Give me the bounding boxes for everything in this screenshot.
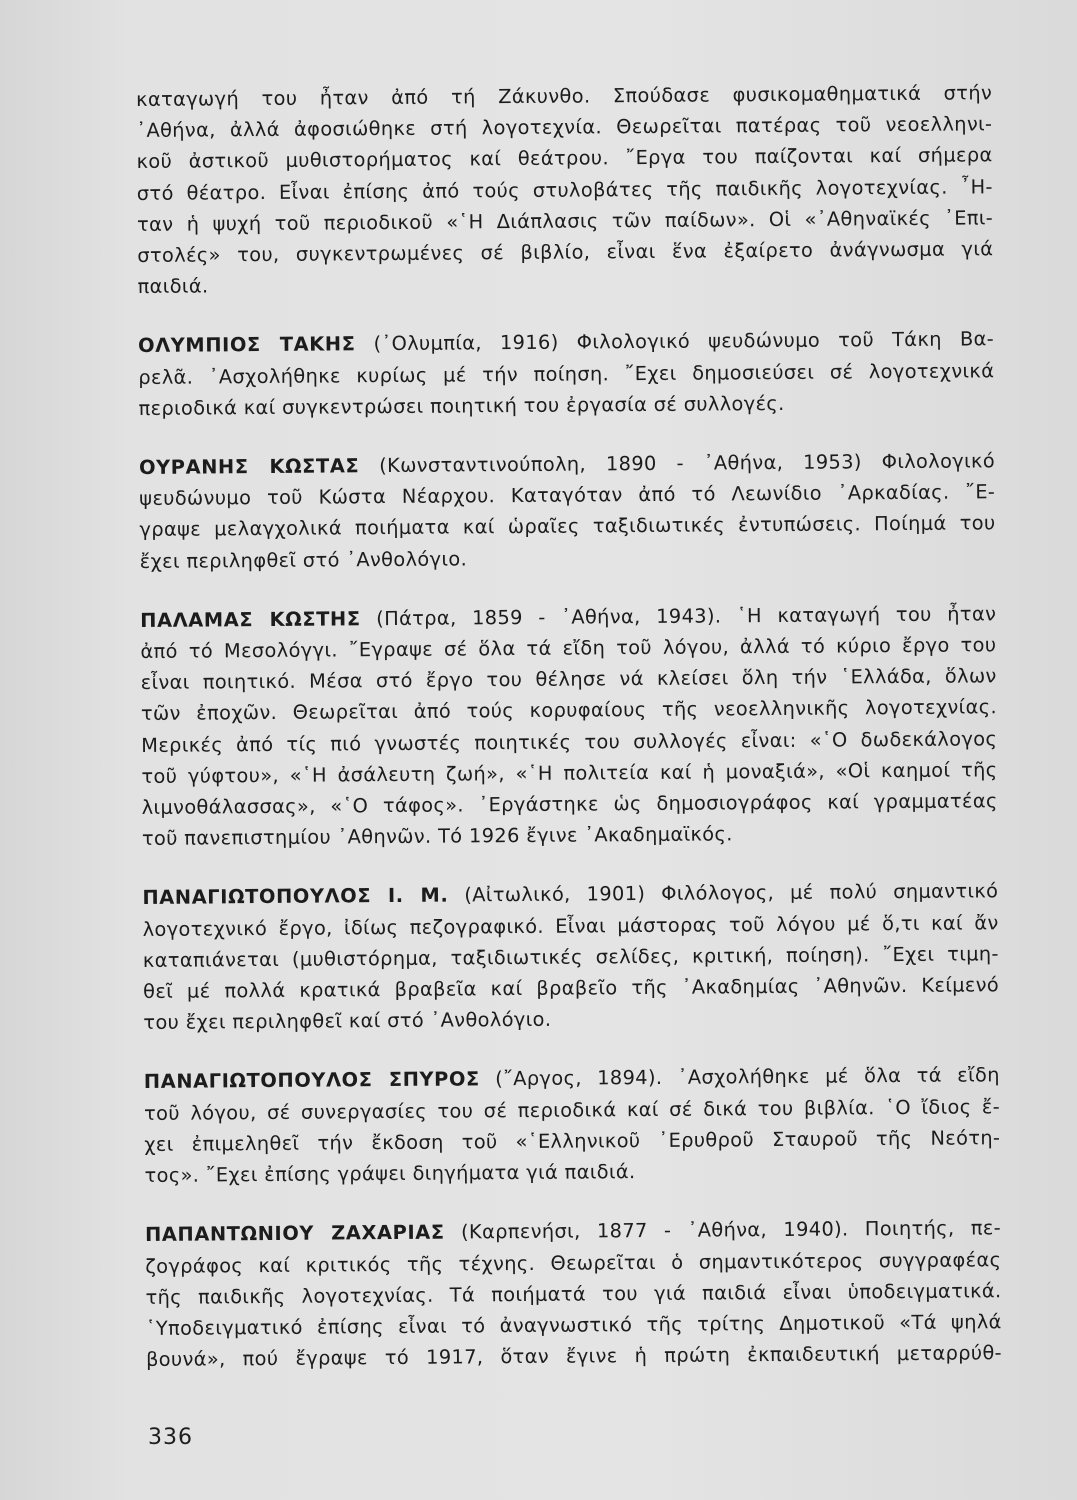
- text-line: ῾Υποδειγματικό ἐπίσης εἶναι τό ἀναγνωστικό τῆς τρίτης Δημοτικοῦ «Τά ψηλά: [145, 1310, 1002, 1340]
- text-line: ταν ἡ ψυχή τοῦ περιοδικοῦ «῾Η Διάπλασις τῶν παίδων». Οἱ «᾿Αθηναϊκές ᾿Επι-: [137, 206, 994, 236]
- entry-heading: ΟΛΥΜΠΙΟΣ ΤΑΚΗΣ: [137, 332, 356, 358]
- entry-continuation: [136, 77, 994, 302]
- entry-ouranis-kostas: [139, 445, 996, 577]
- text-line: ζογράφος καί κριτικός τῆς τέχνης. Θεωρεῖται ὁ σημαντικότερος συγγραφέας: [145, 1247, 1002, 1278]
- text-line: τος». ῎Εχει ἐπίσης γράψει διηγήματα γιά παιδιά.: [144, 1160, 636, 1188]
- text-line: λογοτεχνικό ἔργο, ἰδίως πεζογραφικό. Εἶναι μάστορας τοῦ λόγου μέ ὅ,τι καί ἄν: [142, 910, 999, 941]
- text-line: στολές» του, συγκεντρωμένες σέ βιβλίο, εἶναι ἕνα ἐξαίρετο ἀνάγνωσμα γιά: [137, 237, 994, 268]
- text-line: εἶναι ποιητικό. Μέσα στό ἔργο του θέλησε νά κλείσει ὅλη τήν ῾Ελλάδα, ὅλων: [140, 664, 997, 695]
- entry-papantoniou-zacharias: [145, 1213, 1002, 1376]
- text-line: Μερικές ἀπό τίς πιό γνωστές ποιητικές του συλλογές εἶναι: «῾Ο δωδεκάλογος: [141, 726, 998, 757]
- text-line: τῶν ἐποχῶν. Θεωρεῖται ἀπό τούς κορυφαίους τῆς νεοελληνικῆς λογοτεχνίας.: [140, 695, 998, 726]
- text-column: [136, 77, 1002, 1403]
- entry-heading: ΠΑΝΑΓΙΩΤΟΠΟΥΛΟΣ ΣΠΥΡΟΣ: [143, 1067, 480, 1094]
- text-line: (Πάτρα, 1859 - ᾿Αθήνα, 1943). ῾Η καταγωγή του ἦταν: [376, 602, 997, 630]
- text-line: χει ἐπιμεληθεῖ τήν ἔκδοση τοῦ «῾Ελληνικοῦ ᾿Ερυθροῦ Σταυροῦ τῆς Νεότη-: [144, 1126, 1001, 1156]
- text-line: ᾿Αθήνα, ἀλλά ἀφοσιώθηκε στή λογοτεχνία. Θεωρεῖται πατέρας τοῦ νεοελληνι-: [136, 112, 993, 143]
- text-line: στό θέατρο. Εἶναι ἐπίσης ἀπό τούς στυλοβάτες τῆς παιδικῆς λογοτεχνίας. ῏Η-: [136, 174, 993, 205]
- entry-olympios-takis: [138, 324, 995, 424]
- text-line: του ἔχει περιληφθεῖ καί στό ᾿Ανθολόγιο.: [143, 1008, 552, 1035]
- text-line: τοῦ πανεπιστημίου ᾿Αθηνῶν. Τό 1926 ἔγινε ᾿Ακαδημαϊκός.: [141, 822, 733, 851]
- text-line: (Κωνσταντινούπολη, 1890 - ᾿Αθήνα, 1953) Φιλολογικό: [379, 449, 996, 478]
- text-line: (῎Αργος, 1894). ᾿Ασχολήθηκε μέ ὅλα τά εἴδη: [495, 1063, 1000, 1091]
- text-line: τοῦ λόγου, σέ συνεργασίες του σέ περιοδικά καί σέ δικά του βιβλία. ῾Ο ἴδιος ἔ-: [143, 1094, 1001, 1125]
- entry-heading: ΟΥΡΑΝΗΣ ΚΩΣΤΑΣ: [138, 454, 360, 480]
- text-line: (Αἰτωλικό, 1901) Φιλόλογος, μέ πολύ σημαντικό: [464, 879, 999, 907]
- text-line: περιοδικά καί συγκεντρώσει ποιητική του ἐργασία σέ συλλογές.: [138, 391, 785, 420]
- text-line: (᾿Ολυμπία, 1916) Φιλολογικό ψευδώνυμο τοῦ Τάκη Βα-: [373, 327, 995, 356]
- text-line: ἀπό τό Μεσολόγγι. ῎Εγραψε σέ ὅλα τά εἴδη τοῦ λόγου, ἀλλά τό κύριο ἔργο του: [140, 633, 997, 664]
- text-line: ρελᾶ. ᾿Ασχολήθηκε κυρίως μέ τήν ποίηση. ῎Εχει δημοσιεύσει σέ λογοτεχνικά: [138, 358, 995, 389]
- text-line: ψευδώνυμο τοῦ Κώστα Νέαρχου. Καταγόταν ἀπό τό Λεωνίδιο ᾿Αρκαδίας. ῎Ε-: [139, 480, 996, 511]
- text-line: καταπιάνεται (μυθιστόρημα, ταξιδιωτικές σελίδες, κριτική, ποίηση). ῎Εχει τιμη-: [142, 942, 999, 972]
- page-number: 336: [148, 1425, 193, 1450]
- text-line: τοῦ γύφτου», «῾Η ἀσάλευτη ζωή», «῾Η πολιτεία καί ἡ μοναξιά», «Οἱ καημοί τῆς: [141, 758, 998, 788]
- text-line: γραψε μελαγχολικά ποιήματα καί ὡραῖες ταξιδιωτικές ἐντυπώσεις. Ποίημά του: [139, 511, 996, 542]
- entry-panagiotopoulos-spyros: [144, 1060, 1001, 1192]
- entry-heading: ΠΑΠΑΝΤΩΝΙΟΥ ΖΑΧΑΡΙΑΣ: [144, 1220, 445, 1247]
- text-line: ἔχει περιληφθεῖ στό ᾿Ανθολόγιο.: [139, 547, 468, 573]
- text-line: παιδιά.: [137, 274, 209, 299]
- entry-heading: ΠΑΛΑΜΑΣ ΚΩΣΤΗΣ: [140, 607, 361, 632]
- text-line: (Καρπενήσι, 1877 - ᾿Αθήνα, 1940). Ποιητής, πε-: [460, 1216, 1002, 1244]
- entry-panagiotopoulos-im: [142, 876, 999, 1039]
- text-line: καταγωγή του ἦταν ἀπό τή Ζάκυνθο. Σπούδασε φυσικομαθηματικά στήν: [136, 81, 993, 111]
- text-line: θεῖ μέ πολλά κρατικά βραβεῖα καί βραβεῖο τῆς ᾿Ακαδημίας ᾿Αθηνῶν. Κείμενό: [143, 973, 1000, 1004]
- entry-heading: ΠΑΝΑΓΙΩΤΟΠΟΥΛΟΣ Ι. Μ.: [142, 884, 449, 910]
- entry-palamas-kostis: [140, 598, 998, 854]
- text-line: λιμνοθάλασσας», «῾Ο τάφος». ᾿Εργάστηκε ὡς δημοσιογράφος καί γραμματέας: [141, 789, 998, 820]
- text-line: βουνά», πού ἔγραψε τό 1917, ὅταν ἔγινε ἡ πρώτη ἐκπαιδευτική μεταρρύθ-: [145, 1341, 1003, 1372]
- text-line: κοῦ ἀστικοῦ μυθιστορήματος καί θεάτρου. ῎Εργα του παίζονται καί σήμερα: [136, 143, 993, 174]
- text-line: τῆς παιδικῆς λογοτεχνίας. Τά ποιήματά του γιά παιδιά εἶναι ὑποδειγματικά.: [145, 1278, 1002, 1309]
